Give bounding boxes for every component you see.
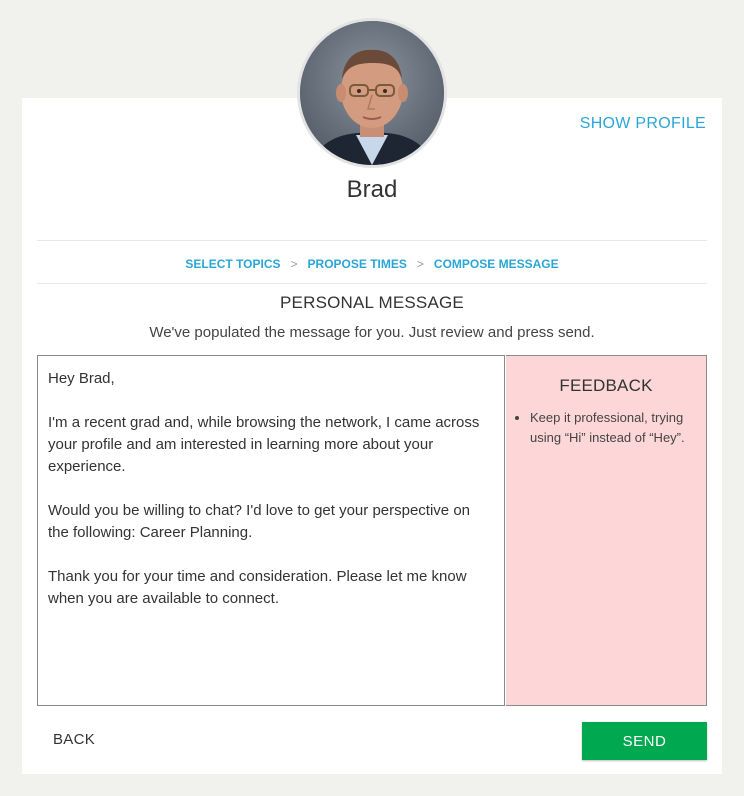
- send-button[interactable]: SEND: [582, 722, 707, 760]
- person-photo-icon: [300, 21, 444, 165]
- feedback-item: • Keep it professional, trying using “Hi” instead of “Hey”.: [530, 408, 698, 448]
- divider: [37, 240, 707, 241]
- back-button[interactable]: BACK: [53, 731, 96, 748]
- page-subtitle: We've populated the message for you. Just review and press send.: [149, 324, 595, 341]
- step-compose-message[interactable]: COMPOSE MESSAGE: [433, 257, 559, 271]
- breadcrumb-separator: >: [290, 257, 298, 271]
- profile-name: Brad: [346, 176, 398, 203]
- step-select-topics[interactable]: SELECT TOPICS: [185, 257, 281, 271]
- message-textarea[interactable]: Hey Brad, I'm a recent grad and, while browsing the network, I came across your profile and am interested in learning more about your experience. Would you be willing to chat? I'd love to get your perspective on the following: Career Planning. Thank you for your time and consideration. Please let me know when you are available to connect.: [37, 355, 505, 706]
- step-propose-times[interactable]: PROPOSE TIMES: [307, 257, 407, 271]
- page-title: PERSONAL MESSAGE: [280, 293, 464, 312]
- breadcrumb-separator: >: [416, 257, 424, 271]
- breadcrumb: [0, 257, 744, 271]
- show-profile-link[interactable]: SHOW PROFILE: [579, 115, 706, 132]
- feedback-panel: [506, 355, 707, 706]
- avatar: [297, 18, 447, 168]
- divider: [37, 283, 707, 284]
- feedback-title: FEEDBACK: [559, 376, 653, 395]
- feedback-list: [516, 408, 698, 448]
